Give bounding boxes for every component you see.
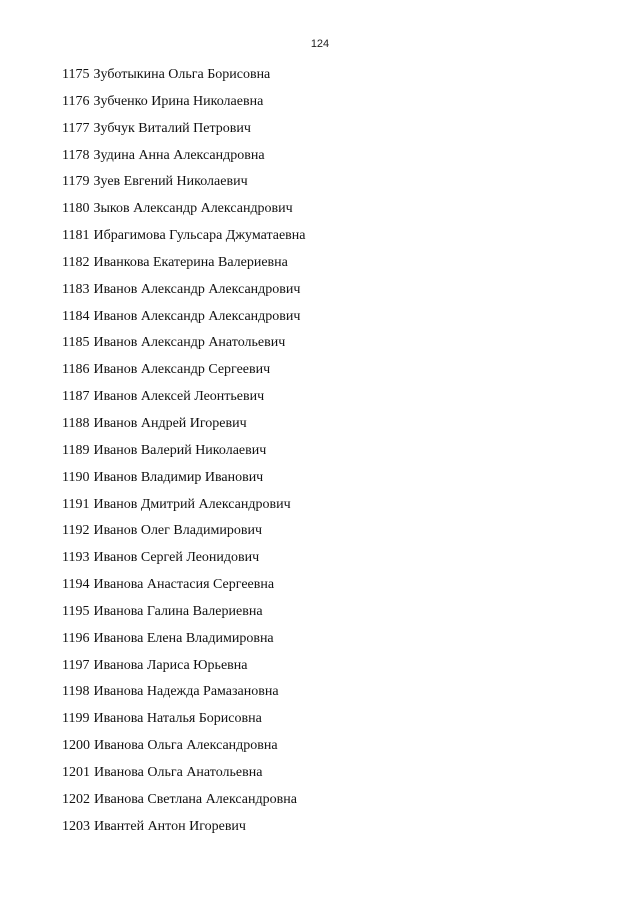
entry-number: 1178: [62, 147, 90, 163]
list-item: [62, 66, 305, 93]
list-item: [62, 522, 305, 549]
entry-number: 1189: [62, 442, 90, 458]
entry-number: 1201: [62, 764, 90, 780]
entry-number: 1183: [62, 281, 90, 297]
entry-name: Иванова Елена Владимировна: [93, 630, 274, 646]
list-item: [62, 818, 305, 845]
list-item: [62, 657, 305, 684]
entry-name: Иванова Светлана Александровна: [94, 791, 297, 807]
entry-name: Ивантей Антон Игоревич: [94, 818, 246, 834]
list-item: [62, 791, 305, 818]
entry-number: 1195: [62, 603, 90, 619]
list-item: [62, 308, 305, 335]
entry-name: Иванова Надежда Рамазановна: [93, 684, 279, 700]
list-item: [62, 120, 305, 147]
list-item: [62, 710, 305, 737]
list-item: [62, 281, 305, 308]
entry-name: Иванов Алексей Леонтьевич: [93, 389, 265, 405]
entry-name: Иванова Лариса Юрьевна: [93, 657, 248, 673]
list-item: [62, 415, 305, 442]
list-item: [62, 603, 305, 630]
list-item: [62, 147, 305, 174]
entry-number: 1180: [62, 201, 90, 217]
entry-number: 1188: [62, 415, 90, 431]
entry-number: 1198: [62, 684, 90, 700]
entry-number: 1190: [62, 469, 90, 485]
entry-name: Иванов Сергей Леонидович: [93, 550, 260, 566]
entry-number: 1175: [62, 67, 90, 82]
entry-name: Иванова Наталья Борисовна: [93, 711, 262, 727]
entry-number: 1199: [62, 711, 90, 727]
entry-name: Иванов Владимир Иванович: [93, 469, 264, 485]
entry-name: Иванов Александр Александрович: [93, 308, 301, 324]
entry-number: 1191: [62, 496, 90, 512]
page-number: 124: [310, 38, 330, 50]
entry-number: 1196: [62, 630, 90, 646]
entry-number: 1186: [62, 362, 90, 378]
entry-number: 1203: [62, 818, 90, 834]
entry-number: 1179: [62, 174, 90, 190]
name-list: [62, 66, 305, 844]
entry-name: Иванов Дмитрий Александрович: [93, 496, 291, 512]
list-item: [62, 469, 305, 496]
entry-name: Иванова Анастасия Сергеевна: [93, 577, 275, 593]
entry-name: Иванова Галина Валериевна: [93, 603, 263, 619]
entry-name: Иванов Александр Сергеевич: [93, 362, 271, 378]
entry-number: 1193: [62, 550, 90, 566]
entry-name: Иванов Олег Владимирович: [93, 523, 263, 539]
entry-name: Зуботыкина Ольга Борисовна: [93, 67, 271, 82]
list-item: [62, 334, 305, 361]
list-item: [62, 549, 305, 576]
entry-number: 1187: [62, 389, 90, 405]
list-item: [62, 630, 305, 657]
entry-name: Зыков Александр Александрович: [93, 201, 293, 217]
list-item: [62, 576, 305, 603]
entry-name: Иванкова Екатерина Валериевна: [93, 254, 288, 270]
entry-number: 1194: [62, 577, 90, 593]
entry-number: 1181: [62, 228, 90, 244]
entry-name: Иванов Валерий Николаевич: [93, 442, 267, 458]
entry-number: 1197: [62, 657, 90, 673]
entry-name: Иванов Александр Александрович: [93, 281, 301, 297]
list-item: [62, 254, 305, 281]
entry-number: 1182: [62, 254, 90, 270]
entry-number: 1192: [62, 523, 90, 539]
entry-number: 1202: [62, 791, 90, 807]
list-item: [62, 737, 305, 764]
list-item: [62, 764, 305, 791]
list-item: [62, 496, 305, 523]
list-item: [62, 442, 305, 469]
entry-name: Иванова Ольга Александровна: [94, 738, 278, 754]
entry-number: 1177: [62, 120, 90, 136]
entry-name: Зудина Анна Александровна: [93, 147, 265, 163]
entry-number: 1185: [62, 335, 90, 351]
entry-number: 1184: [62, 308, 90, 324]
list-item: [62, 683, 305, 710]
list-item: [62, 173, 305, 200]
entry-number: 1200: [62, 738, 90, 754]
list-item: [62, 93, 305, 120]
entry-name: Зубченко Ирина Николаевна: [93, 93, 264, 109]
entry-name: Зубчук Виталий Петрович: [93, 120, 251, 136]
entry-name: Иванов Александр Анатольевич: [93, 335, 286, 351]
entry-name: Иванова Ольга Анатольевна: [94, 764, 263, 780]
list-item: [62, 227, 305, 254]
list-item: [62, 200, 305, 227]
entry-name: Иванов Андрей Игоревич: [93, 415, 247, 431]
entry-name: Ибрагимова Гульсара Джуматаевна: [93, 228, 306, 244]
entry-number: 1176: [62, 93, 90, 109]
list-item: [62, 361, 305, 388]
entry-name: Зуев Евгений Николаевич: [93, 174, 248, 190]
list-item: [62, 388, 305, 415]
